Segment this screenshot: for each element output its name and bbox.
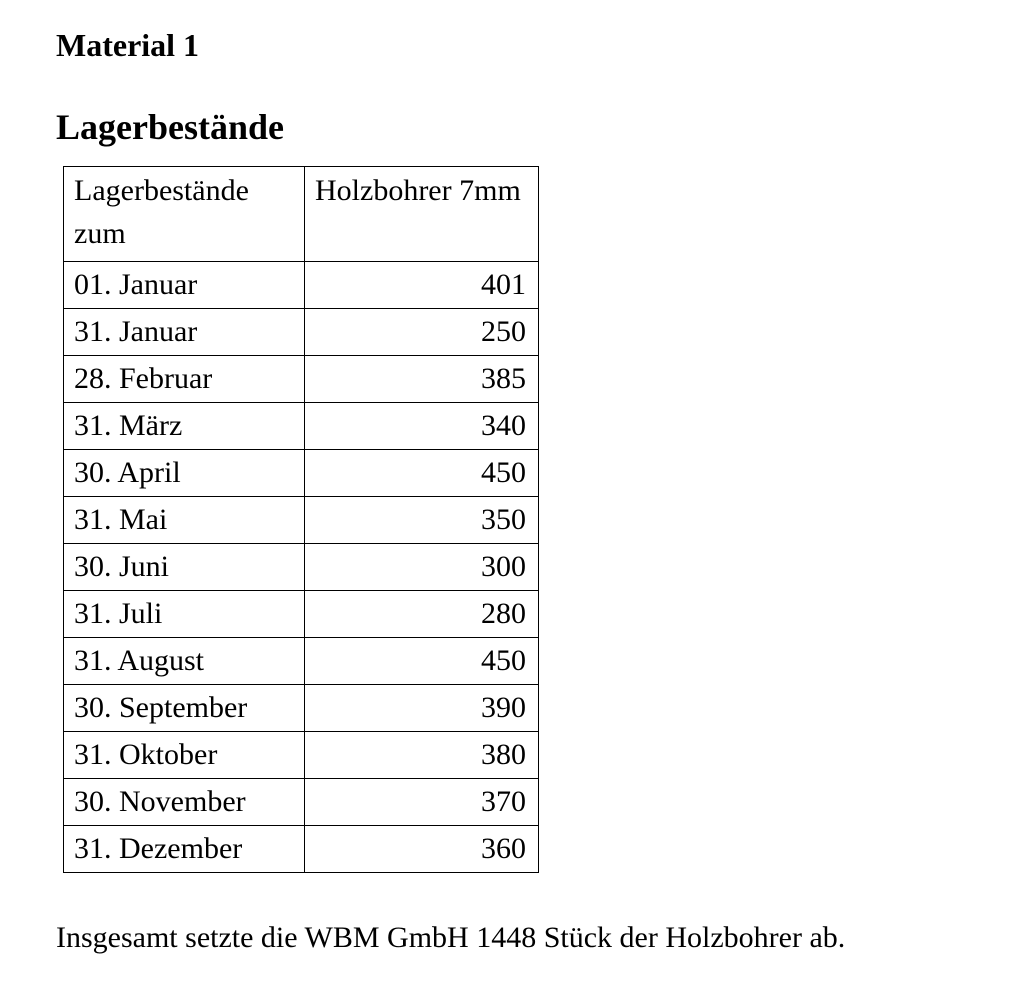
section-title: Lagerbestände	[56, 107, 284, 147]
row-stock-value: 390	[305, 685, 539, 732]
row-stock-value: 280	[305, 591, 539, 638]
row-date: 31. Oktober	[64, 732, 305, 779]
table-row	[64, 309, 539, 356]
row-stock-value: 250	[305, 309, 539, 356]
table-row	[64, 262, 539, 309]
table-row	[64, 544, 539, 591]
row-date: 31. August	[64, 638, 305, 685]
table-row	[64, 732, 539, 779]
row-stock-value: 370	[305, 779, 539, 826]
row-stock-value: 350	[305, 497, 539, 544]
stock-table	[63, 166, 539, 873]
row-date: 30. September	[64, 685, 305, 732]
material-label: Material 1	[56, 27, 200, 63]
table-row	[64, 591, 539, 638]
row-stock-value: 380	[305, 732, 539, 779]
row-stock-value: 450	[305, 450, 539, 497]
table-row	[64, 403, 539, 450]
table-row	[64, 685, 539, 732]
row-date: 31. Januar	[64, 309, 305, 356]
row-stock-value: 300	[305, 544, 539, 591]
row-date: 30. November	[64, 779, 305, 826]
row-stock-value: 360	[305, 826, 539, 873]
table-row	[64, 497, 539, 544]
row-date: 31. Juli	[64, 591, 305, 638]
row-date: 01. Januar	[64, 262, 305, 309]
row-date: 31. Dezember	[64, 826, 305, 873]
header-product-column: Holzbohrer 7mm	[305, 167, 539, 262]
header-date-column: Lagerbestände zum	[64, 167, 305, 262]
row-stock-value: 385	[305, 356, 539, 403]
summary-text: Insgesamt setzte die WBM GmbH 1448 Stück der Holzbohrer ab.	[56, 921, 846, 954]
row-stock-value: 450	[305, 638, 539, 685]
table-row	[64, 450, 539, 497]
table-header-row	[64, 167, 539, 262]
row-stock-value: 401	[305, 262, 539, 309]
row-stock-value: 340	[305, 403, 539, 450]
table-row	[64, 826, 539, 873]
row-date: 31. März	[64, 403, 305, 450]
table-row	[64, 638, 539, 685]
row-date: 30. Juni	[64, 544, 305, 591]
table-row	[64, 356, 539, 403]
row-date: 31. Mai	[64, 497, 305, 544]
table-row	[64, 779, 539, 826]
row-date: 28. Februar	[64, 356, 305, 403]
row-date: 30. April	[64, 450, 305, 497]
